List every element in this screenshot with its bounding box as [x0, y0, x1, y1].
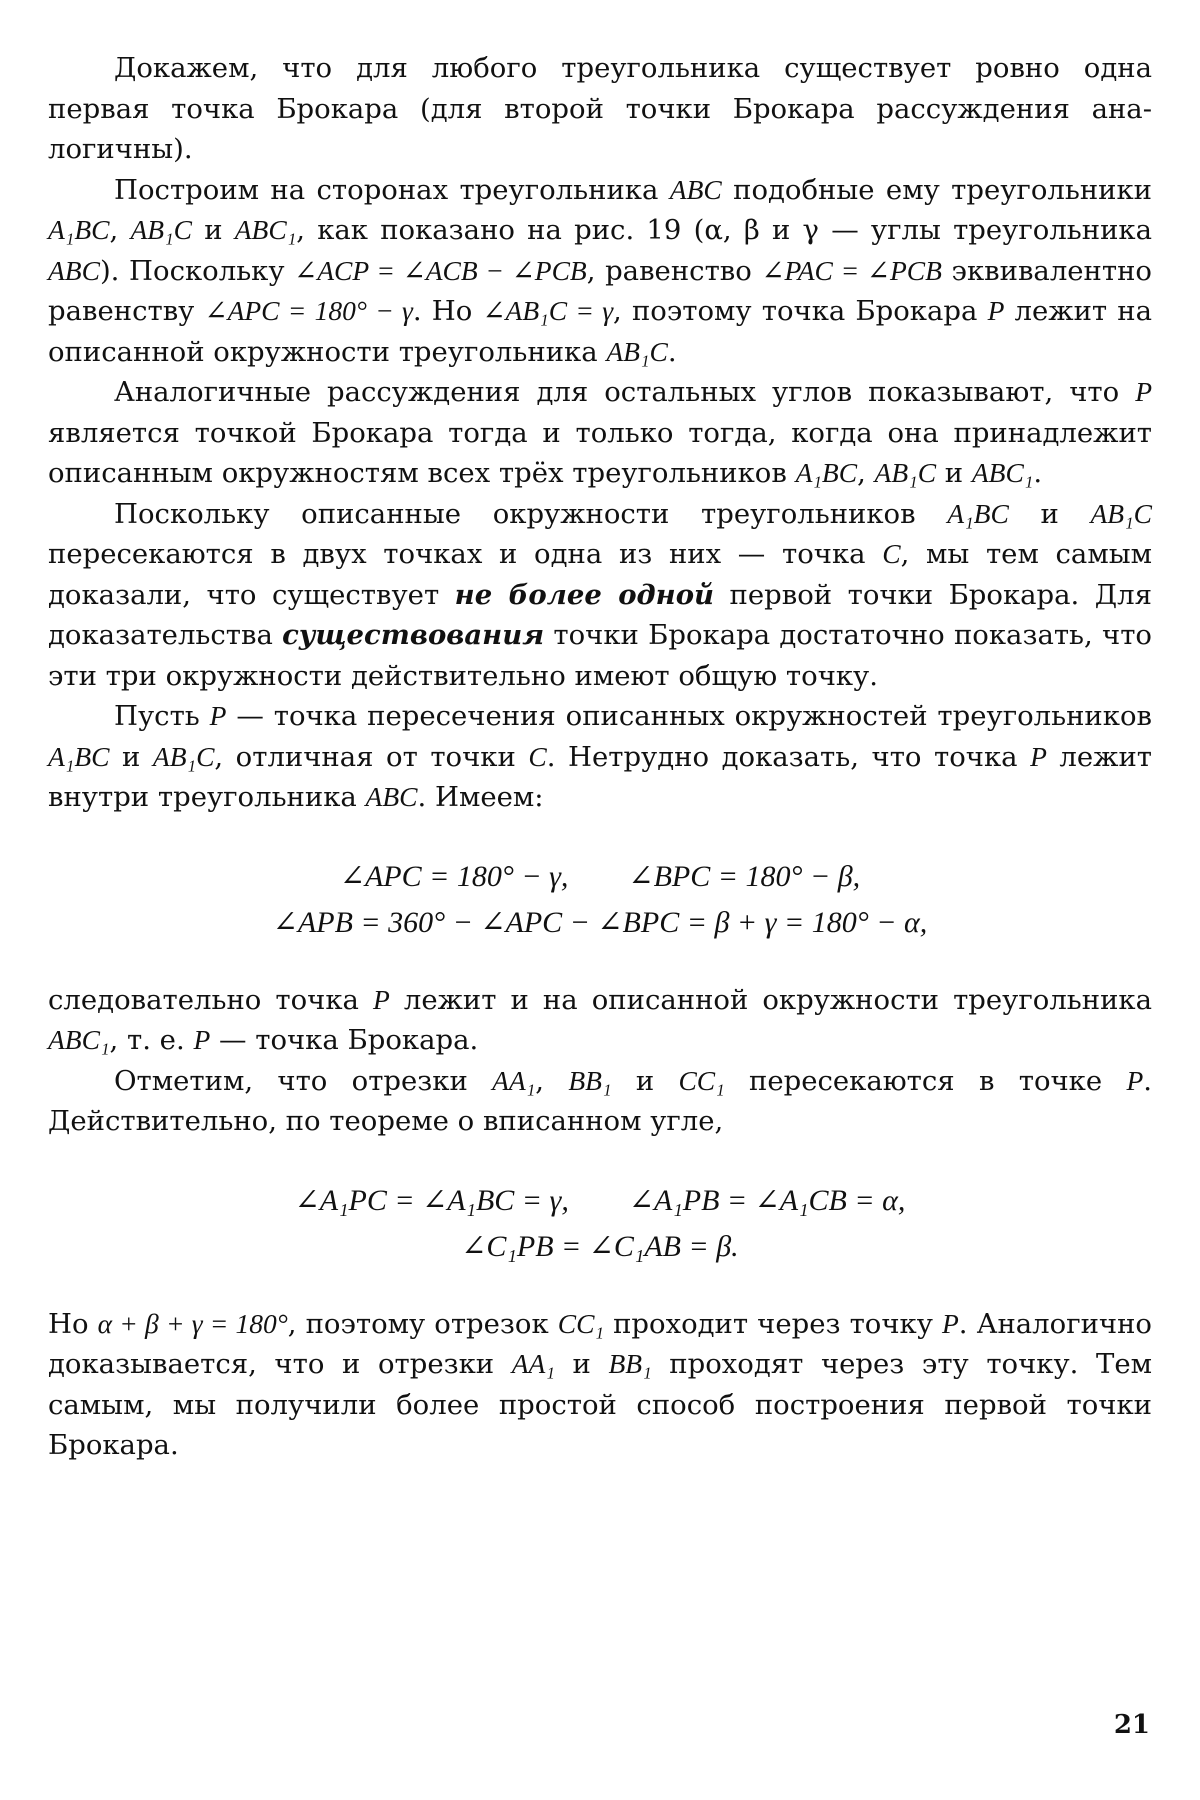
- math-inline: A₁BC: [48, 214, 110, 245]
- text-run: .: [667, 335, 677, 368]
- text-run: следовательно точка: [48, 983, 373, 1016]
- text-run: . Действительно, по теореме о вписанном угле,: [48, 1064, 1153, 1137]
- text-run: является точкой Брокара тогда и только тогда, когда она принадлежит описанным окружностям всех трёх треугольников: [48, 416, 1152, 489]
- text-run: — точка Брокара.: [210, 1024, 479, 1056]
- paragraph: [48, 980, 1152, 1061]
- math-inline: A₁BC: [795, 457, 858, 488]
- formula-line: ∠APB = 360° − ∠APC − ∠BPC = β + γ = 180° − α,: [272, 905, 928, 939]
- text-run: лежит и на описанной окружности треугольника: [389, 983, 1152, 1016]
- math-inline: ABC₁: [971, 457, 1034, 488]
- text-run: проходят через эту точку. Тем самым, мы получили более простой способ построения первой точки Брокара.: [48, 1348, 1153, 1461]
- math-inline: ABC: [48, 254, 100, 286]
- text-run: , равенство: [586, 254, 762, 287]
- text-run: . Имеем:: [417, 781, 544, 813]
- math-inline: BB₁: [608, 1348, 652, 1379]
- math-inline: P: [1135, 376, 1152, 407]
- formula-line: ∠C₁PB = ∠C₁AB = β.: [461, 1229, 739, 1263]
- math-inline: AB₁C: [874, 457, 937, 488]
- math-inline: P: [941, 1307, 959, 1339]
- text-run: , т. е.: [109, 1024, 194, 1056]
- math-inline: CC₁: [678, 1064, 725, 1096]
- math-inline: P: [373, 983, 390, 1015]
- text-run: , мы тем самым доказали, что существует: [48, 538, 1152, 611]
- text-run: и: [191, 214, 235, 246]
- math-inline: α + β + γ = 180°: [97, 1307, 288, 1339]
- page-number: 21: [1113, 1710, 1150, 1740]
- text-run: , поэтому точка Брокара: [613, 295, 988, 327]
- text-run: лежит внутри треугольника: [48, 740, 1153, 813]
- math-inline: AB₁C: [606, 335, 668, 367]
- text-run: Построим на сторонах треугольника: [114, 173, 670, 206]
- text-run: ,: [857, 457, 875, 489]
- paragraph: [48, 696, 1152, 818]
- paragraph: [48, 494, 1152, 697]
- text-run: — точка пересечения описанных окружностей треугольников: [226, 700, 1152, 732]
- text-run: ,: [535, 1064, 569, 1097]
- math-inline: AA₁: [511, 1348, 555, 1379]
- emphasis-text: не более одной: [454, 578, 715, 611]
- math-inline: ∠ACP = ∠ACB − ∠PCB: [294, 254, 587, 286]
- math-inline: ABC: [669, 173, 722, 205]
- paragraph: [48, 170, 1152, 373]
- text-run: , поэтому отрезок: [287, 1307, 558, 1340]
- paragraph: [48, 48, 1152, 170]
- text-run: пересекаются в точке: [724, 1064, 1127, 1097]
- text-run: первой точки Брокара. Для доказательства: [48, 578, 1152, 651]
- math-inline: AA₁: [492, 1064, 536, 1096]
- math-inline: ABC₁: [234, 214, 297, 245]
- math-inline: AB₁C: [1090, 497, 1152, 529]
- text-block-3: [48, 1304, 1152, 1466]
- text-run: лежит на описанной окружности треугольника: [48, 295, 1153, 368]
- paragraph: [48, 1061, 1152, 1142]
- text-run: . Но: [412, 295, 483, 327]
- math-inline: P: [987, 295, 1005, 326]
- math-inline: AB₁C: [152, 740, 215, 772]
- math-inline: AB₁C: [130, 214, 192, 245]
- math-inline: A₁BC: [48, 740, 110, 772]
- math-inline: ∠AB₁C = γ: [482, 295, 614, 326]
- math-inline: P: [193, 1024, 211, 1055]
- text-block-2: [48, 980, 1152, 1142]
- text-run: подобные ему треугольники: [721, 173, 1152, 206]
- text-run: точки Брокара достаточно показать, что эти три окружности действительно имеют общую точку.: [48, 619, 1152, 692]
- math-inline: CC₁: [557, 1307, 604, 1339]
- text-run: и: [554, 1348, 609, 1380]
- text-run: . Нетрудно доказать, что точка: [546, 740, 1031, 773]
- text-run: и: [611, 1064, 679, 1097]
- text-run: .: [1033, 457, 1043, 489]
- math-inline: C: [528, 740, 547, 772]
- text-run: пересекаются в двух точках и одна из них — точка: [48, 538, 883, 570]
- text-run: Поскольку описанные окружности треугольников: [114, 497, 948, 530]
- text-run: , отличная от точки: [214, 740, 529, 773]
- math-inline: ABC₁: [48, 1024, 110, 1055]
- paragraph: [48, 372, 1152, 494]
- text-run: , как показано на рис. 19 (α, β и γ — углы треугольника: [296, 214, 1153, 246]
- text-run: и: [109, 740, 153, 773]
- math-inline: P: [1126, 1064, 1144, 1096]
- math-inline: A₁BC: [947, 497, 1009, 529]
- text-run: и: [936, 457, 972, 489]
- text-run: и: [1008, 497, 1091, 530]
- text-run: Докажем, что для любого треугольника существует ровно одна первая точка Брокара (для второй точки Брокара рассуждения аналогичны).: [48, 52, 1152, 165]
- document-page: [48, 48, 1152, 1466]
- math-inline: BB₁: [568, 1064, 612, 1096]
- math-inline: ABC: [365, 781, 418, 812]
- text-run: Аналогичные рассуждения для остальных углов показывают, что: [114, 376, 1136, 408]
- text-run: Но: [48, 1307, 98, 1340]
- math-inline: ∠APC = 180° − γ: [204, 295, 413, 326]
- math-inline: P: [1030, 740, 1047, 772]
- text-run: эквивалентно равенству: [48, 254, 1152, 327]
- text-block-1: [48, 48, 1152, 818]
- text-run: ,: [109, 214, 131, 246]
- text-run: . Аналогично доказывается, что и отрезки: [48, 1307, 1152, 1380]
- emphasis-text: существования: [282, 619, 545, 651]
- formula-line: ∠APC = 180° − γ, ∠BPC = 180° − β,: [339, 859, 861, 893]
- math-inline: C: [882, 538, 901, 569]
- math-inline: P: [209, 700, 227, 731]
- text-run: ). Поскольку: [99, 254, 295, 287]
- math-inline: ∠PAC = ∠PCB: [761, 254, 942, 286]
- text-run: проходит через точку: [604, 1307, 942, 1340]
- formula-line: ∠A₁PC = ∠A₁BC = γ, ∠A₁PB = ∠A₁CB = α,: [294, 1183, 906, 1217]
- paragraph: [48, 1304, 1152, 1466]
- text-run: Пусть: [114, 700, 210, 732]
- text-run: Отметим, что отрезки: [114, 1064, 493, 1097]
